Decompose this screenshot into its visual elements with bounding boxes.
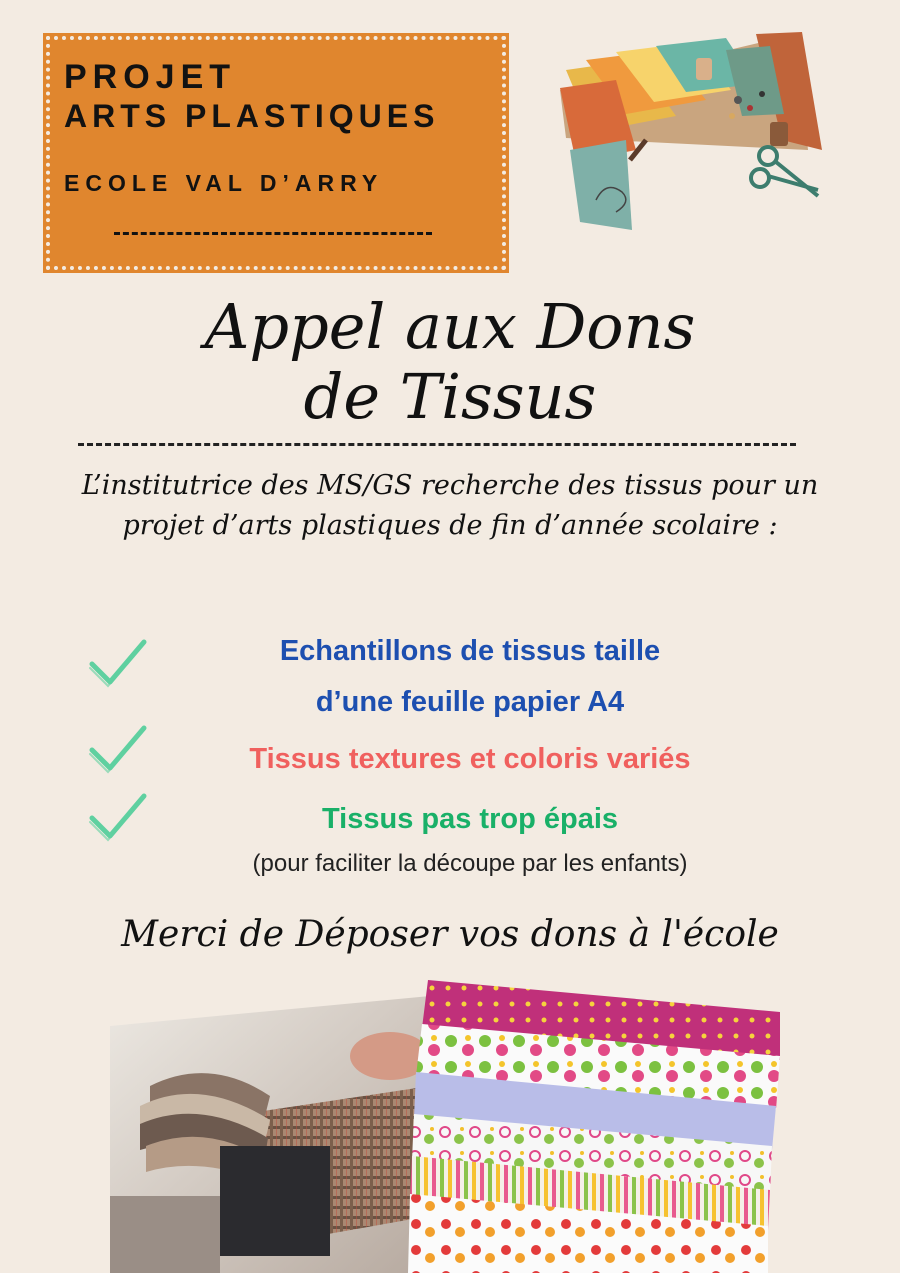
badge-line-projet: PROJET (64, 58, 237, 96)
badge-line-ecole: ECOLE VAL D’ARRY (64, 170, 384, 196)
fabric-mint (570, 140, 632, 230)
badge-divider (114, 232, 432, 235)
title-line-1: Appel aux Dons (204, 290, 696, 363)
badge-line-arts: ARTS PLASTIQUES (64, 98, 440, 134)
project-badge (46, 36, 506, 270)
intro-paragraph: L’institutrice des MS/GS recherche des tissus pour un projet d’arts plastiques de fin d’année scolaire : (81, 470, 819, 541)
closing-message: Merci de Déposer vos dons à l'école (121, 914, 779, 955)
checklist-item-samples-line1: Echantillons de tissus taille (279, 635, 661, 667)
check-icon (88, 636, 148, 688)
folded-patterned-fabrics-photo (408, 980, 780, 1273)
checklist-item-textures: Tissus textures et coloris variés (249, 743, 691, 775)
title-line-2: de Tissus (303, 360, 597, 433)
check-icon (88, 722, 148, 774)
sewing-supplies-illustration (556, 30, 826, 235)
title-divider (78, 443, 796, 446)
spool-icon (696, 58, 712, 80)
spool-icon-2 (770, 122, 788, 146)
checklist-item-thin: Tissus pas trop épais (321, 803, 619, 835)
cutting-note: (pour faciliter la découpe par les enfants) (252, 850, 688, 877)
check-icon (88, 790, 148, 842)
fabric-swatch-book-photo (110, 996, 430, 1273)
checklist-item-samples (160, 627, 780, 726)
checklist-item-samples-line2: d’une feuille papier A4 (315, 686, 625, 718)
scissors-icon (751, 147, 818, 196)
